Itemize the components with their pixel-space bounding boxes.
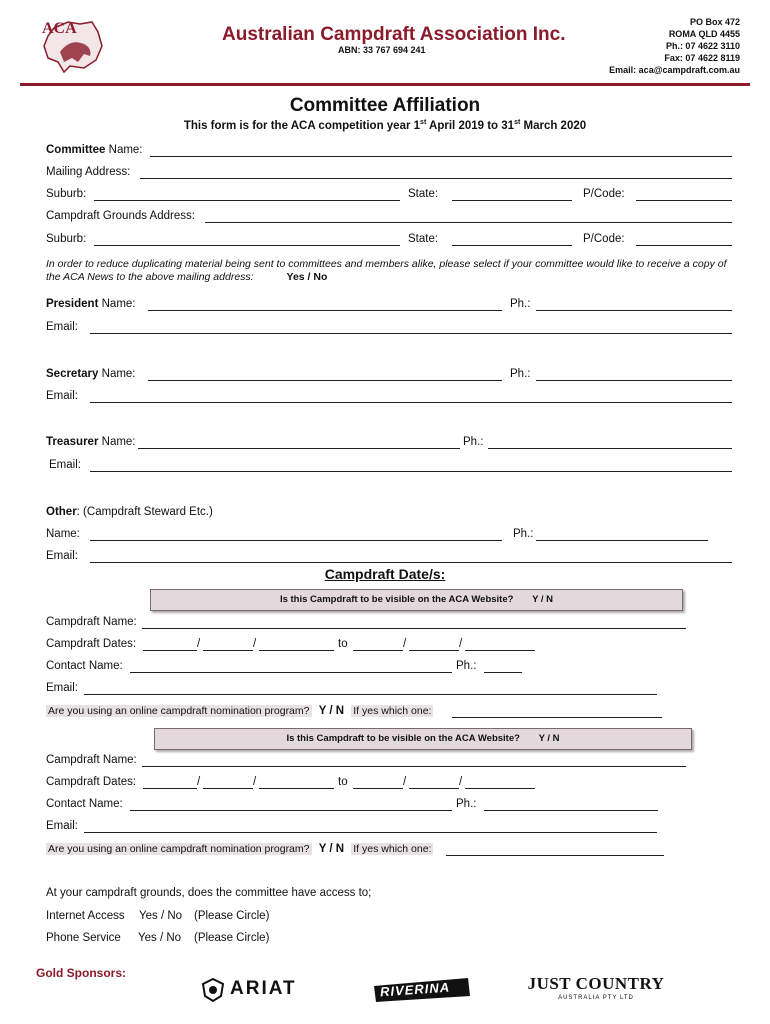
if-yes-label: If yes which one: [353, 705, 432, 717]
date-to-year[interactable] [465, 650, 535, 651]
campdraft-name-label-2: Campdraft Name: [46, 754, 137, 766]
label-rest: Name: [98, 368, 136, 380]
date-to-year-2[interactable] [465, 788, 535, 789]
visible-question: Is this Campdraft to be visible on the ACA Website? [279, 594, 514, 605]
phone-yes-no[interactable]: Yes / No [138, 932, 182, 944]
contact-ph-label: Ph.: [456, 660, 477, 672]
online-nomination-row [46, 705, 433, 717]
state-label: State: [408, 188, 439, 200]
contact-name-field[interactable] [130, 672, 452, 673]
ariat-emblem-icon [200, 977, 226, 1003]
secretary-email-field[interactable] [90, 402, 732, 403]
date-to-label: to [338, 638, 348, 650]
internet-access-label: Internet Access [46, 910, 125, 922]
visible-question-box-2[interactable] [154, 728, 692, 750]
subtitle-sup: st [420, 119, 427, 126]
state2-field[interactable] [452, 245, 572, 246]
contact-email-label: Email: [46, 682, 78, 694]
other-email-field[interactable] [90, 562, 732, 563]
visible-question: Is this Campdraft to be visible on the ACA Website? [286, 733, 520, 744]
form-subtitle [0, 119, 770, 132]
contact-ph-field[interactable] [484, 672, 522, 673]
date-slash: / [197, 638, 201, 650]
president-name-label [46, 298, 136, 310]
pcode-field[interactable] [636, 200, 732, 201]
contact-ph-field-2[interactable] [484, 810, 658, 811]
suburb2-label: Suburb: [46, 233, 87, 245]
campdraft-dates-label-2: Campdraft Dates: [46, 776, 137, 788]
treasurer-email-label: Email: [49, 459, 81, 471]
date-slash: / [197, 776, 201, 788]
address-line: PO Box 472 [689, 17, 740, 27]
treasurer-name-field[interactable] [138, 448, 460, 449]
label-rest: Name: [105, 144, 143, 156]
date-slash: / [459, 776, 463, 788]
president-name-field[interactable] [148, 310, 502, 311]
president-ph-field[interactable] [536, 310, 732, 311]
label-bold: Secretary [46, 368, 99, 380]
subtitle-part: This form is for the ACA competition year 1 [183, 119, 421, 132]
secretary-email-label: Email: [46, 390, 78, 402]
label-bold: Treasurer [46, 436, 99, 448]
online-yes-no[interactable]: Y / N [318, 843, 345, 855]
treasurer-ph-label: Ph.: [463, 436, 484, 448]
label-rest: Name: [98, 298, 136, 310]
suburb2-field[interactable] [94, 245, 400, 246]
suburb-label: Suburb: [46, 188, 87, 200]
date-to-month-2[interactable] [409, 788, 459, 789]
ariat-text: ARIAT [230, 978, 297, 999]
mailing-address-field[interactable] [140, 178, 732, 179]
org-name: Australian Campdraft Association Inc. [222, 24, 566, 45]
date-from-month[interactable] [203, 650, 253, 651]
date-from-year-2[interactable] [259, 788, 334, 789]
internet-circle-note: (Please Circle) [194, 910, 270, 922]
contact-email-field[interactable] [84, 694, 657, 695]
other-ph-label: Ph.: [513, 528, 534, 540]
contact-email-field-2[interactable] [84, 832, 657, 833]
campdraft-name-field-2[interactable] [142, 766, 686, 767]
date-slash: / [253, 776, 257, 788]
president-email-label: Email: [46, 321, 78, 333]
grounds-address-label: Campdraft Grounds Address: [46, 210, 195, 222]
online-program-field[interactable] [452, 717, 662, 718]
contact-ph-label-2: Ph.: [456, 798, 477, 810]
treasurer-email-field[interactable] [90, 471, 732, 472]
online-program-field-2[interactable] [446, 855, 664, 856]
secretary-name-field[interactable] [148, 380, 502, 381]
date-slash: / [403, 638, 407, 650]
date-to-day-2[interactable] [353, 788, 403, 789]
online-yes-no[interactable]: Y / N [318, 705, 345, 717]
abn: ABN: 33 767 694 241 [338, 45, 426, 55]
date-to-month[interactable] [409, 650, 459, 651]
treasurer-name-label [46, 436, 136, 448]
contact-name-label: Contact Name: [46, 660, 123, 672]
committee-name-field[interactable] [150, 156, 732, 157]
date-slash: / [253, 638, 257, 650]
president-email-field[interactable] [90, 333, 732, 334]
secretary-ph-field[interactable] [536, 380, 732, 381]
online-question: Are you using an online campdraft nomination program? [48, 705, 310, 717]
contact-email-label-2: Email: [46, 820, 78, 832]
news-note [46, 258, 736, 284]
label-rest: Name: [98, 436, 136, 448]
secretary-name-label [46, 368, 136, 380]
campdraft-dates-label: Campdraft Dates: [46, 638, 137, 650]
other-name-label: Name: [46, 528, 80, 540]
gold-sponsors-label: Gold Sponsors: [36, 966, 126, 980]
access-question: At your campdraft grounds, does the committee have access to; [46, 887, 372, 899]
news-yes-no[interactable]: Yes / No [286, 271, 328, 283]
date-from-month-2[interactable] [203, 788, 253, 789]
date-slash: / [459, 638, 463, 650]
phone-service-label: Phone Service [46, 932, 121, 944]
address-line: ROMA QLD 4455 [668, 29, 740, 39]
form-title: Committee Affiliation [289, 95, 481, 116]
state-field[interactable] [452, 200, 572, 201]
other-email-label: Email: [46, 550, 78, 562]
date-to-label-2: to [338, 776, 348, 788]
subtitle-part: April 2019 to 31 [426, 119, 515, 132]
online-question: Are you using an online campdraft nomination program? [48, 843, 310, 855]
date-to-day[interactable] [353, 650, 403, 651]
aca-logo [40, 18, 104, 74]
address-line: Ph.: 07 4622 3110 [665, 41, 740, 51]
campdraft-name-field[interactable] [142, 628, 686, 629]
president-ph-label: Ph.: [510, 298, 531, 310]
pcode-label: P/Code: [583, 188, 625, 200]
visible-question-box[interactable] [150, 589, 683, 611]
suburb-field[interactable] [94, 200, 400, 201]
visible-yes-no[interactable]: Y / N [532, 594, 554, 605]
subtitle-part: March 2020 [520, 119, 587, 132]
just-country-text: JUST COUNTRY [527, 974, 665, 993]
date-slash: / [403, 776, 407, 788]
ariat-logo [200, 976, 312, 1004]
campdraft-name-label: Campdraft Name: [46, 616, 137, 628]
date-from-day-2[interactable] [143, 788, 197, 789]
campdraft-dates-heading: Campdraft Date/s: [324, 566, 446, 582]
address-line: Email: aca@campdraft.com.au [609, 65, 740, 75]
contact-name-label-2: Contact Name: [46, 798, 123, 810]
label-bold: Committee [46, 144, 106, 156]
note-text: In order to reduce duplicating material being sent to committees and members alike, please select if your committee would like to receive a copy of the ACA News to the above mailing address: [46, 258, 727, 283]
just-country-logo [516, 974, 676, 1010]
other-label [46, 506, 213, 518]
treasurer-ph-field[interactable] [488, 448, 732, 449]
riverina-logo [372, 976, 472, 1004]
label-bold: Other [46, 506, 77, 518]
visible-yes-no[interactable]: Y / N [538, 733, 560, 744]
internet-yes-no[interactable]: Yes / No [139, 910, 183, 922]
date-from-day[interactable] [143, 650, 197, 651]
pcode2-label: P/Code: [583, 233, 625, 245]
header-rule [20, 83, 750, 86]
pcode2-field[interactable] [636, 245, 732, 246]
other-ph-field[interactable] [536, 540, 708, 541]
other-name-field[interactable] [90, 540, 502, 541]
subtitle-sup: st [514, 119, 521, 126]
secretary-ph-label: Ph.: [510, 368, 531, 380]
contact-name-field-2[interactable] [130, 810, 452, 811]
address-line: Fax: 07 4622 8119 [664, 53, 740, 63]
label-rest: : (Campdraft Steward Etc.) [76, 506, 213, 518]
mailing-address-label: Mailing Address: [46, 166, 131, 178]
state2-label: State: [408, 233, 439, 245]
address-block [609, 16, 740, 76]
committee-name-label [46, 144, 143, 156]
logo-text: ACA [42, 20, 77, 37]
if-yes-label: If yes which one: [353, 843, 432, 855]
just-country-subtext: AUSTRALIA PTY LTD [558, 995, 634, 1001]
phone-circle-note: (Please Circle) [194, 932, 270, 944]
riverina-text: RIVERINA [379, 979, 451, 1000]
online-nomination-row-2 [46, 843, 433, 855]
date-from-year[interactable] [259, 650, 334, 651]
grounds-address-field[interactable] [205, 222, 732, 223]
label-bold: President [46, 298, 99, 310]
